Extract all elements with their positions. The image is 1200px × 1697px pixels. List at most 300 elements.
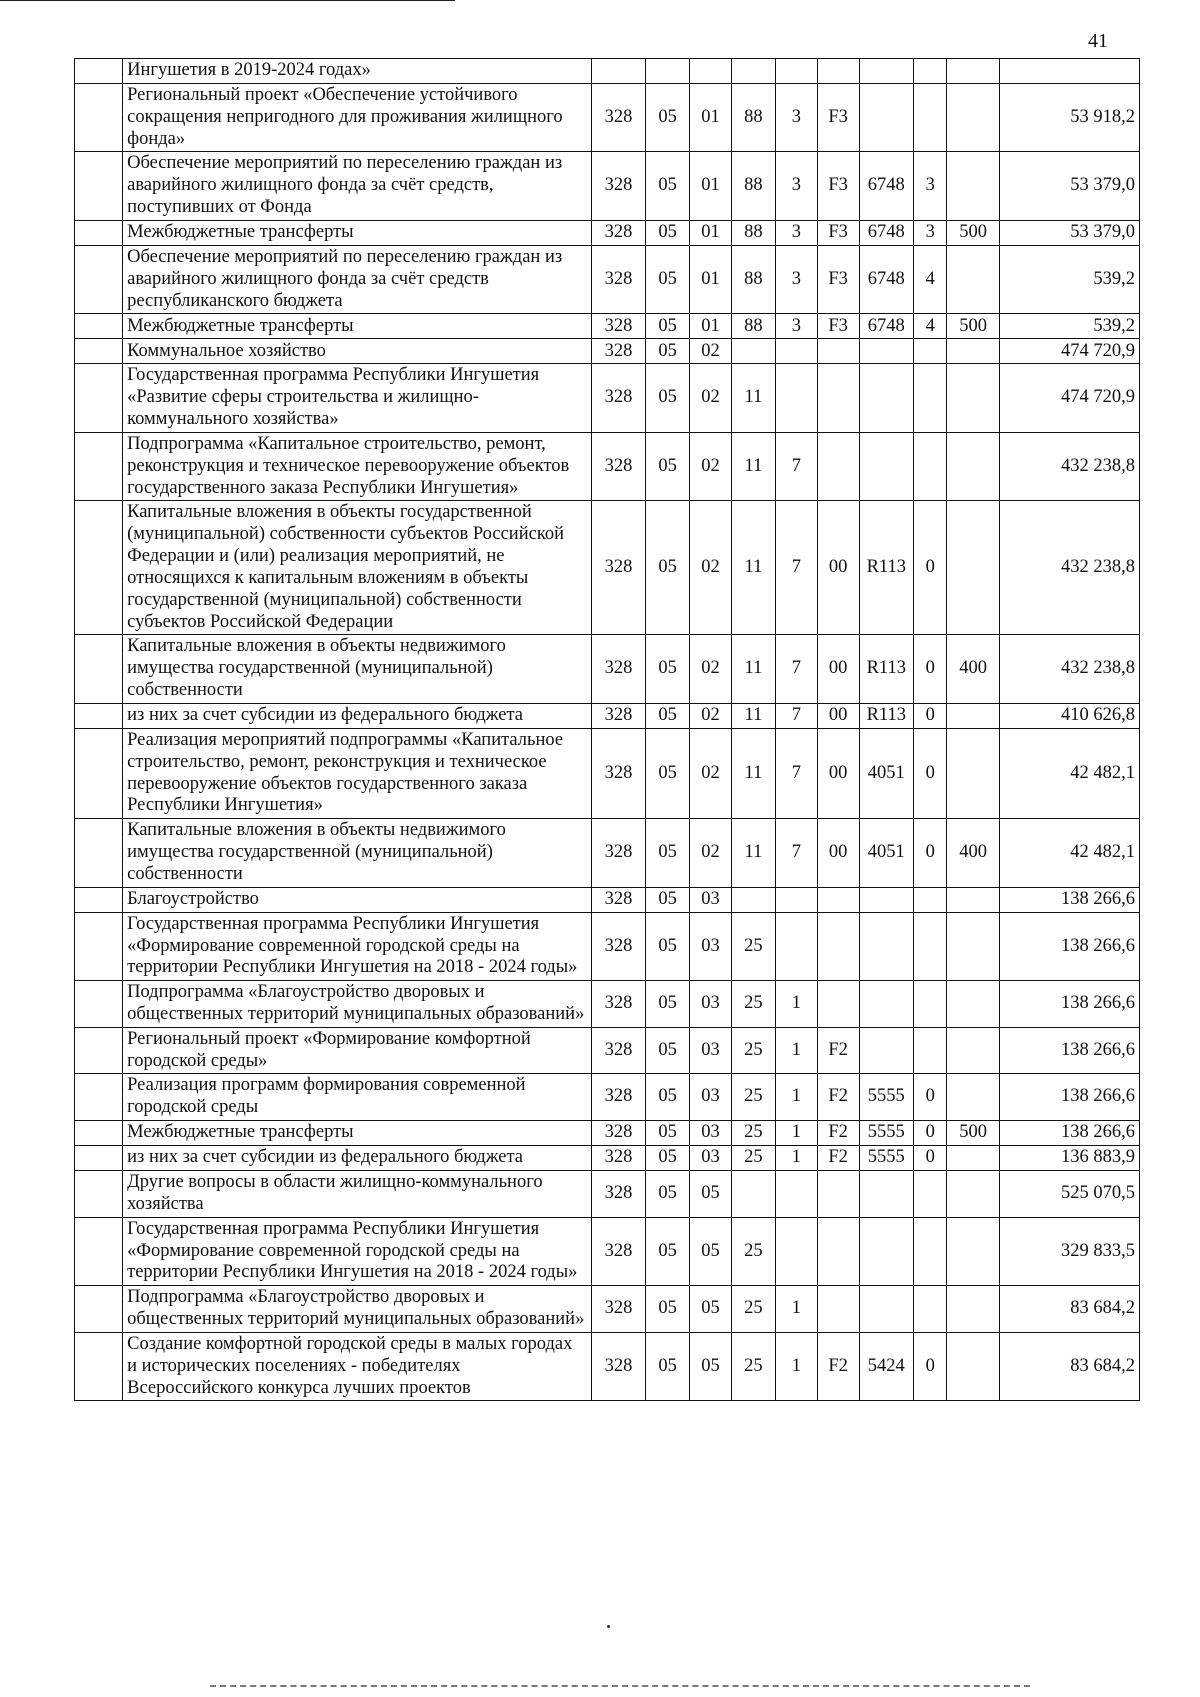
- row-sum: 432 238,8: [999, 432, 1139, 500]
- row-sum: 53 918,2: [999, 84, 1139, 152]
- code-pr: 03: [690, 887, 732, 912]
- code-cs1: 25: [731, 1146, 775, 1171]
- row-name: Другие вопросы в области жилищно-коммунального хозяйства: [123, 1171, 592, 1218]
- code-pr: 05: [690, 1332, 732, 1400]
- row-sum: 42 482,1: [999, 728, 1139, 818]
- code-cs1: 11: [731, 364, 775, 432]
- code-rz: 05: [646, 1121, 690, 1146]
- row-sum: 138 266,6: [999, 981, 1139, 1028]
- row-sum: 42 482,1: [999, 819, 1139, 887]
- code-cs3: F2: [817, 1146, 859, 1171]
- code-cs5: [913, 1217, 946, 1285]
- code-rz: [646, 59, 690, 84]
- table-row: [75, 1027, 1140, 1074]
- code-rz: 05: [646, 1074, 690, 1121]
- code-rz: 05: [646, 1171, 690, 1218]
- row-name: Государственная программа Республики Ингушетия «Формирование современной городской среды на территории Республики Ингушетия на 2018 - 2024 годы»: [123, 912, 592, 980]
- code-vr: [947, 84, 999, 152]
- code-cs4: 6748: [859, 314, 913, 339]
- code-pr: 05: [690, 1217, 732, 1285]
- code-cs5: [913, 912, 946, 980]
- indent-cell: [75, 314, 123, 339]
- code-cs1: 11: [731, 501, 775, 635]
- code-pr: 02: [690, 819, 732, 887]
- indent-cell: [75, 84, 123, 152]
- row-name: Межбюджетные трансферты: [123, 220, 592, 245]
- code-cs1: [731, 339, 775, 364]
- code-pr: 01: [690, 220, 732, 245]
- code-cs5: [913, 339, 946, 364]
- code-gr: 328: [591, 635, 645, 703]
- code-cs4: 6748: [859, 152, 913, 220]
- row-name: Ингушетия в 2019-2024 годах»: [123, 59, 592, 84]
- code-vr: [947, 1171, 999, 1218]
- code-cs1: 88: [731, 314, 775, 339]
- code-cs2: [775, 887, 817, 912]
- code-cs1: 11: [731, 728, 775, 818]
- code-gr: 328: [591, 1146, 645, 1171]
- code-cs1: 25: [731, 1121, 775, 1146]
- code-pr: 03: [690, 1027, 732, 1074]
- code-cs1: 25: [731, 981, 775, 1028]
- row-name: Региональный проект «Формирование комфортной городской среды»: [123, 1027, 592, 1074]
- code-gr: 328: [591, 364, 645, 432]
- row-name: Государственная программа Республики Ингушетия «Развитие сферы строительства и жилищно-коммунального хозяйства»: [123, 364, 592, 432]
- indent-cell: [75, 364, 123, 432]
- code-cs4: [859, 1171, 913, 1218]
- row-sum: 138 266,6: [999, 1074, 1139, 1121]
- code-cs1: [731, 1171, 775, 1218]
- code-vr: [947, 501, 999, 635]
- row-name: Межбюджетные трансферты: [123, 1121, 592, 1146]
- table-row: [75, 887, 1140, 912]
- row-name: Благоустройство: [123, 887, 592, 912]
- row-sum: 53 379,0: [999, 152, 1139, 220]
- row-name: Региональный проект «Обеспечение устойчивого сокращения непригодного для проживания жилищного фонда»: [123, 84, 592, 152]
- code-cs1: 88: [731, 84, 775, 152]
- code-cs1: 25: [731, 1217, 775, 1285]
- code-cs1: 25: [731, 1074, 775, 1121]
- indent-cell: [75, 501, 123, 635]
- indent-cell: [75, 339, 123, 364]
- row-sum: [999, 59, 1139, 84]
- code-cs5: 0: [913, 1332, 946, 1400]
- code-cs2: 7: [775, 635, 817, 703]
- code-vr: [947, 1217, 999, 1285]
- row-name: Капитальные вложения в объекты недвижимого имущества государственной (муниципальной) собственности: [123, 635, 592, 703]
- code-pr: 02: [690, 432, 732, 500]
- code-cs2: 1: [775, 1286, 817, 1333]
- code-rz: 05: [646, 432, 690, 500]
- code-cs4: [859, 1027, 913, 1074]
- code-rz: 05: [646, 981, 690, 1028]
- table-row: [75, 152, 1140, 220]
- row-sum: 83 684,2: [999, 1332, 1139, 1400]
- row-name: Капитальные вложения в объекты государственной (муниципальной) собственности субъектов Российской Федерации и (или) реализация мероприятий, не относящихся к капитальным вложениям в объекты государственной (муниципальной) собственности субъектов Российской Федерации: [123, 501, 592, 635]
- code-cs3: [817, 364, 859, 432]
- code-vr: 500: [947, 314, 999, 339]
- indent-cell: [75, 703, 123, 728]
- code-pr: 05: [690, 1286, 732, 1333]
- code-cs3: [817, 1217, 859, 1285]
- table-row: [75, 1332, 1140, 1400]
- code-cs2: 3: [775, 152, 817, 220]
- row-sum: 474 720,9: [999, 339, 1139, 364]
- code-pr: 02: [690, 364, 732, 432]
- table-row: [75, 1217, 1140, 1285]
- code-rz: 05: [646, 819, 690, 887]
- code-cs2: 1: [775, 1146, 817, 1171]
- code-cs2: 3: [775, 220, 817, 245]
- code-gr: 328: [591, 1121, 645, 1146]
- row-name: Подпрограмма «Благоустройство дворовых и общественных территорий муниципальных образований»: [123, 981, 592, 1028]
- indent-cell: [75, 912, 123, 980]
- code-pr: [690, 59, 732, 84]
- indent-cell: [75, 1171, 123, 1218]
- indent-cell: [75, 245, 123, 313]
- code-pr: 03: [690, 1074, 732, 1121]
- row-sum: 539,2: [999, 314, 1139, 339]
- code-cs5: 0: [913, 728, 946, 818]
- code-rz: 05: [646, 501, 690, 635]
- code-rz: 05: [646, 703, 690, 728]
- indent-cell: [75, 887, 123, 912]
- stray-dot: [607, 1625, 610, 1628]
- table-row: [75, 728, 1140, 818]
- code-cs1: 11: [731, 432, 775, 500]
- code-cs3: F3: [817, 220, 859, 245]
- code-cs2: 7: [775, 432, 817, 500]
- indent-cell: [75, 152, 123, 220]
- code-gr: 328: [591, 501, 645, 635]
- code-cs4: [859, 912, 913, 980]
- code-cs1: 25: [731, 1027, 775, 1074]
- code-gr: 328: [591, 981, 645, 1028]
- code-rz: 05: [646, 635, 690, 703]
- indent-cell: [75, 635, 123, 703]
- code-cs2: [775, 339, 817, 364]
- row-sum: 138 266,6: [999, 887, 1139, 912]
- code-cs2: 1: [775, 981, 817, 1028]
- indent-cell: [75, 1027, 123, 1074]
- code-cs3: 00: [817, 501, 859, 635]
- code-cs1: 88: [731, 152, 775, 220]
- code-cs5: [913, 1286, 946, 1333]
- table-row: [75, 819, 1140, 887]
- code-rz: 05: [646, 912, 690, 980]
- code-gr: 328: [591, 887, 645, 912]
- code-cs5: [913, 364, 946, 432]
- code-cs5: 0: [913, 703, 946, 728]
- indent-cell: [75, 728, 123, 818]
- code-rz: 05: [646, 245, 690, 313]
- row-sum: 474 720,9: [999, 364, 1139, 432]
- code-pr: 02: [690, 703, 732, 728]
- code-pr: 02: [690, 635, 732, 703]
- code-rz: 05: [646, 339, 690, 364]
- row-sum: 136 883,9: [999, 1146, 1139, 1171]
- code-gr: [591, 59, 645, 84]
- code-cs3: F3: [817, 152, 859, 220]
- indent-cell: [75, 432, 123, 500]
- code-cs4: [859, 59, 913, 84]
- indent-cell: [75, 1074, 123, 1121]
- code-gr: 328: [591, 1286, 645, 1333]
- code-cs5: 4: [913, 245, 946, 313]
- code-gr: 328: [591, 220, 645, 245]
- table-row: [75, 364, 1140, 432]
- code-vr: 400: [947, 635, 999, 703]
- code-cs5: 0: [913, 1074, 946, 1121]
- indent-cell: [75, 220, 123, 245]
- table-row: [75, 1171, 1140, 1218]
- code-cs3: 00: [817, 703, 859, 728]
- top-rule: [0, 0, 455, 1]
- code-cs5: 3: [913, 152, 946, 220]
- code-gr: 328: [591, 728, 645, 818]
- code-rz: 05: [646, 364, 690, 432]
- code-pr: 01: [690, 314, 732, 339]
- code-cs5: [913, 1027, 946, 1074]
- code-cs5: 0: [913, 635, 946, 703]
- code-cs1: 88: [731, 245, 775, 313]
- code-cs5: 0: [913, 501, 946, 635]
- code-pr: 01: [690, 152, 732, 220]
- table-row: [75, 314, 1140, 339]
- code-vr: [947, 1146, 999, 1171]
- code-cs4: 4051: [859, 819, 913, 887]
- code-cs2: 3: [775, 314, 817, 339]
- row-name: Подпрограмма «Благоустройство дворовых и общественных территорий муниципальных образований»: [123, 1286, 592, 1333]
- code-cs2: 7: [775, 501, 817, 635]
- code-cs1: 11: [731, 635, 775, 703]
- code-cs4: [859, 339, 913, 364]
- code-cs3: [817, 432, 859, 500]
- table-row: [75, 1286, 1140, 1333]
- code-gr: 328: [591, 1217, 645, 1285]
- page-number: 41: [1088, 30, 1108, 52]
- code-cs1: 25: [731, 1286, 775, 1333]
- row-sum: 53 379,0: [999, 220, 1139, 245]
- table-row: [75, 501, 1140, 635]
- code-gr: 328: [591, 152, 645, 220]
- table-body: [75, 59, 1140, 1401]
- code-cs2: [775, 912, 817, 980]
- code-cs5: 3: [913, 220, 946, 245]
- code-gr: 328: [591, 432, 645, 500]
- code-vr: [947, 912, 999, 980]
- code-cs4: [859, 887, 913, 912]
- code-rz: 05: [646, 1027, 690, 1074]
- code-cs4: 6748: [859, 220, 913, 245]
- code-pr: 03: [690, 912, 732, 980]
- indent-cell: [75, 1121, 123, 1146]
- code-gr: 328: [591, 1332, 645, 1400]
- code-cs2: 1: [775, 1121, 817, 1146]
- code-gr: 328: [591, 1027, 645, 1074]
- code-cs2: 1: [775, 1027, 817, 1074]
- code-cs3: F2: [817, 1027, 859, 1074]
- code-cs2: [775, 59, 817, 84]
- table-row: [75, 635, 1140, 703]
- code-cs3: [817, 912, 859, 980]
- row-name: из них за счет субсидии из федерального бюджета: [123, 1146, 592, 1171]
- code-cs3: F2: [817, 1074, 859, 1121]
- table-row: [75, 84, 1140, 152]
- code-cs5: 0: [913, 1146, 946, 1171]
- code-vr: [947, 728, 999, 818]
- code-vr: 500: [947, 1121, 999, 1146]
- code-vr: [947, 981, 999, 1028]
- code-cs4: [859, 981, 913, 1028]
- code-gr: 328: [591, 314, 645, 339]
- code-cs1: 25: [731, 912, 775, 980]
- code-pr: 01: [690, 84, 732, 152]
- code-gr: 328: [591, 1074, 645, 1121]
- code-cs4: 5555: [859, 1074, 913, 1121]
- table-row: [75, 912, 1140, 980]
- code-cs3: [817, 887, 859, 912]
- code-cs4: R113: [859, 703, 913, 728]
- code-cs1: 11: [731, 703, 775, 728]
- code-gr: 328: [591, 819, 645, 887]
- code-cs5: 4: [913, 314, 946, 339]
- code-cs4: R113: [859, 635, 913, 703]
- table-row: [75, 245, 1140, 313]
- row-name: Обеспечение мероприятий по переселению граждан из аварийного жилищного фонда за счёт средств республиканского бюджета: [123, 245, 592, 313]
- indent-cell: [75, 1332, 123, 1400]
- table-row: [75, 339, 1140, 364]
- code-cs3: [817, 59, 859, 84]
- code-cs1: [731, 887, 775, 912]
- code-rz: 05: [646, 1286, 690, 1333]
- indent-cell: [75, 819, 123, 887]
- row-name: Реализация мероприятий подпрограммы «Капитальное строительство, ремонт, реконструкция и техническое перевооружение объектов государственного заказа Республики Ингушетия»: [123, 728, 592, 818]
- indent-cell: [75, 1146, 123, 1171]
- code-cs5: 0: [913, 819, 946, 887]
- code-rz: 05: [646, 1146, 690, 1171]
- code-vr: [947, 1286, 999, 1333]
- code-rz: 05: [646, 152, 690, 220]
- code-cs5: [913, 981, 946, 1028]
- row-name: из них за счет субсидии из федерального бюджета: [123, 703, 592, 728]
- row-name: Подпрограмма «Капитальное строительство, ремонт, реконструкция и техническое перевооружение объектов государственного заказа Республики Ингушетия»: [123, 432, 592, 500]
- indent-cell: [75, 1286, 123, 1333]
- code-cs3: F2: [817, 1332, 859, 1400]
- code-gr: 328: [591, 1171, 645, 1218]
- code-cs5: 0: [913, 1121, 946, 1146]
- row-name: Межбюджетные трансферты: [123, 314, 592, 339]
- code-cs2: 1: [775, 1332, 817, 1400]
- code-cs5: [913, 59, 946, 84]
- code-cs3: [817, 339, 859, 364]
- code-gr: 328: [591, 245, 645, 313]
- code-gr: 328: [591, 339, 645, 364]
- code-pr: 02: [690, 339, 732, 364]
- code-vr: [947, 245, 999, 313]
- code-vr: [947, 364, 999, 432]
- code-cs1: 11: [731, 819, 775, 887]
- code-cs5: [913, 84, 946, 152]
- code-cs2: 7: [775, 819, 817, 887]
- code-vr: [947, 432, 999, 500]
- code-cs3: 00: [817, 819, 859, 887]
- code-cs4: [859, 84, 913, 152]
- row-sum: 83 684,2: [999, 1286, 1139, 1333]
- code-rz: 05: [646, 728, 690, 818]
- code-gr: 328: [591, 703, 645, 728]
- code-vr: [947, 887, 999, 912]
- row-name: Обеспечение мероприятий по переселению граждан из аварийного жилищного фонда за счёт средств, поступивших от Фонда: [123, 152, 592, 220]
- code-cs4: 5555: [859, 1121, 913, 1146]
- code-cs1: [731, 59, 775, 84]
- code-rz: 05: [646, 314, 690, 339]
- code-pr: 02: [690, 728, 732, 818]
- code-vr: 400: [947, 819, 999, 887]
- code-cs4: [859, 1217, 913, 1285]
- code-cs3: F3: [817, 84, 859, 152]
- code-rz: 05: [646, 220, 690, 245]
- table-row: [75, 1121, 1140, 1146]
- code-vr: [947, 1332, 999, 1400]
- code-gr: 328: [591, 84, 645, 152]
- code-pr: 05: [690, 1171, 732, 1218]
- code-vr: [947, 703, 999, 728]
- code-cs4: 6748: [859, 245, 913, 313]
- code-cs3: 00: [817, 728, 859, 818]
- code-pr: 02: [690, 501, 732, 635]
- table-row: [75, 981, 1140, 1028]
- indent-cell: [75, 59, 123, 84]
- table-row: [75, 220, 1140, 245]
- code-cs5: [913, 432, 946, 500]
- code-vr: [947, 152, 999, 220]
- code-cs3: [817, 1171, 859, 1218]
- code-cs3: F3: [817, 314, 859, 339]
- code-cs2: 3: [775, 245, 817, 313]
- code-cs4: 5555: [859, 1146, 913, 1171]
- page-footer-line: [210, 1685, 1030, 1687]
- code-pr: 01: [690, 245, 732, 313]
- code-rz: 05: [646, 1217, 690, 1285]
- code-cs4: [859, 432, 913, 500]
- code-vr: [947, 339, 999, 364]
- code-rz: 05: [646, 84, 690, 152]
- table-row: [75, 703, 1140, 728]
- code-gr: 328: [591, 912, 645, 980]
- row-sum: 432 238,8: [999, 635, 1139, 703]
- row-name: Государственная программа Республики Ингушетия «Формирование современной городской среды на территории Республики Ингушетия на 2018 - 2024 годы»: [123, 1217, 592, 1285]
- code-pr: 03: [690, 981, 732, 1028]
- row-sum: 138 266,6: [999, 912, 1139, 980]
- table-row: [75, 1146, 1140, 1171]
- code-cs3: [817, 981, 859, 1028]
- code-cs2: 7: [775, 703, 817, 728]
- code-vr: 500: [947, 220, 999, 245]
- row-sum: 138 266,6: [999, 1027, 1139, 1074]
- code-cs4: [859, 364, 913, 432]
- code-cs2: 1: [775, 1074, 817, 1121]
- code-cs3: F2: [817, 1121, 859, 1146]
- row-name: Капитальные вложения в объекты недвижимого имущества государственной (муниципальной) собственности: [123, 819, 592, 887]
- indent-cell: [75, 981, 123, 1028]
- code-vr: [947, 59, 999, 84]
- indent-cell: [75, 1217, 123, 1285]
- code-rz: 05: [646, 1332, 690, 1400]
- code-cs2: [775, 1217, 817, 1285]
- code-rz: 05: [646, 887, 690, 912]
- code-cs2: 7: [775, 728, 817, 818]
